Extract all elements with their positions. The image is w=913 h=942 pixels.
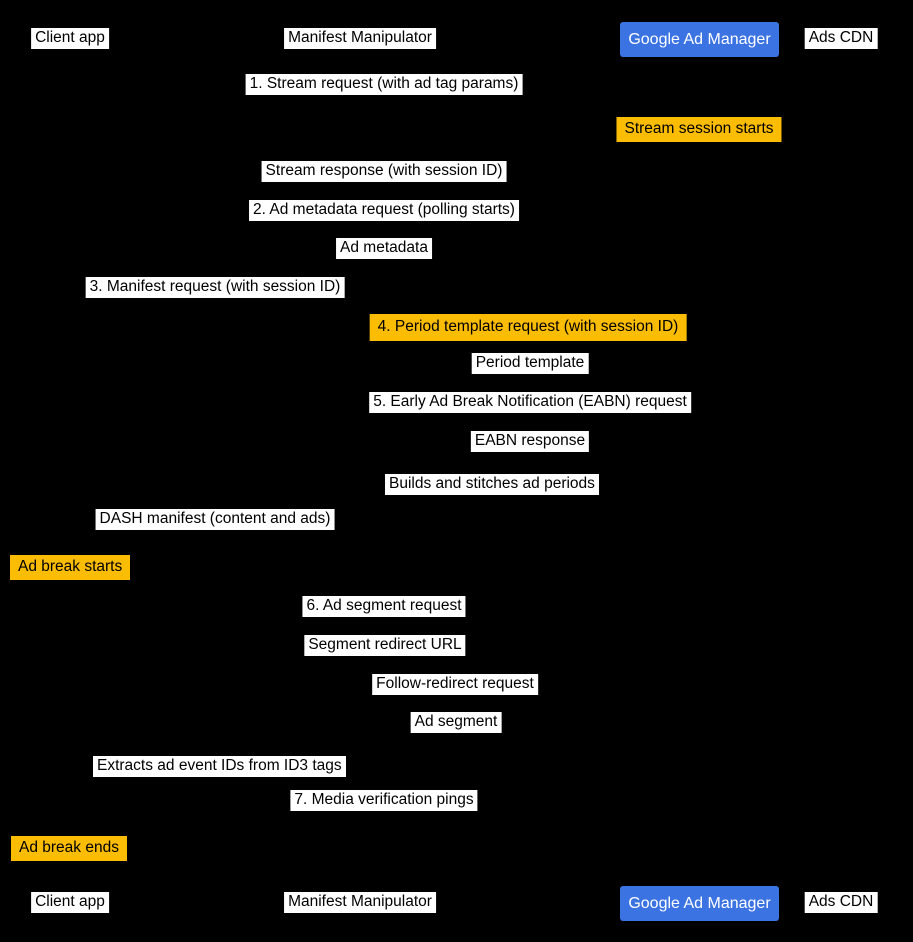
message-stream-request: 1. Stream request (with ad tag params): [246, 74, 523, 95]
note-ad-break-ends: Ad break ends: [11, 836, 127, 861]
self-message-extracts-ad-event-ids: Extracts ad event IDs from ID3 tags: [93, 756, 346, 777]
note-stream-session-starts: Stream session starts: [616, 117, 781, 142]
message-media-verification-pings: 7. Media verification pings: [290, 790, 477, 811]
message-follow-redirect-request: Follow-redirect request: [372, 674, 538, 695]
participant-client-app-bottom: Client app: [31, 892, 109, 913]
message-period-template-request: 4. Period template request (with session ID): [370, 314, 687, 341]
message-dash-manifest: DASH manifest (content and ads): [96, 509, 335, 530]
message-eabn-response: EABN response: [471, 431, 589, 452]
message-eabn-request: 5. Early Ad Break Notification (EABN) request: [369, 392, 691, 413]
message-stream-response: Stream response (with session ID): [262, 161, 507, 182]
self-message-builds-and-stitches: Builds and stitches ad periods: [385, 474, 599, 495]
participant-manifest-manipulator-bottom: Manifest Manipulator: [284, 892, 436, 913]
message-ad-metadata-request: 2. Ad metadata request (polling starts): [249, 200, 519, 221]
message-manifest-request: 3. Manifest request (with session ID): [86, 277, 345, 298]
participant-google-ad-manager-top: Google Ad Manager: [620, 22, 779, 57]
message-ad-metadata: Ad metadata: [336, 238, 432, 259]
note-ad-break-starts: Ad break starts: [10, 555, 130, 580]
message-ad-segment-request: 6. Ad segment request: [302, 596, 465, 617]
participant-manifest-manipulator-top: Manifest Manipulator: [284, 28, 436, 49]
participant-ads-cdn-bottom: Ads CDN: [805, 892, 878, 913]
message-ad-segment: Ad segment: [411, 712, 502, 733]
message-period-template: Period template: [472, 353, 589, 374]
participant-ads-cdn-top: Ads CDN: [805, 28, 878, 49]
message-segment-redirect-url: Segment redirect URL: [304, 635, 465, 656]
participant-google-ad-manager-bottom: Google Ad Manager: [620, 886, 779, 921]
participant-client-app-top: Client app: [31, 28, 109, 49]
